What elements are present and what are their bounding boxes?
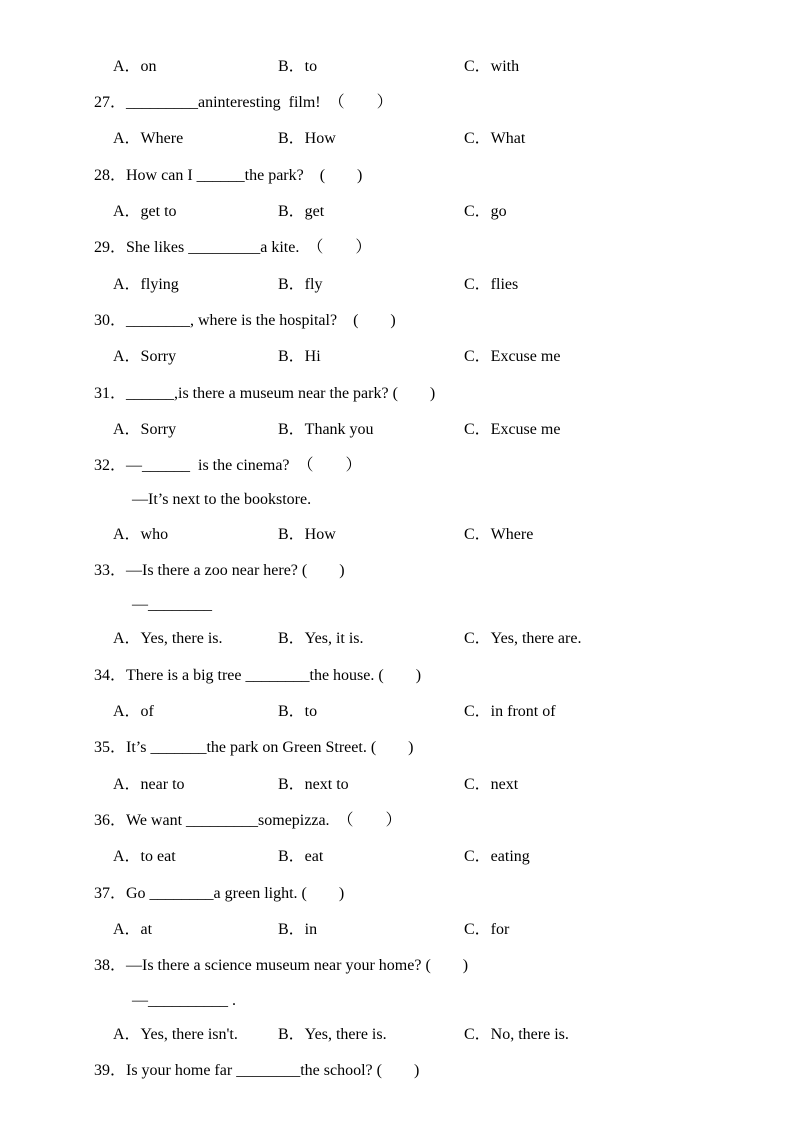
q32-stem: 32．—______ is the cinema? （ ） xyxy=(94,457,362,474)
q35-option-c: C．next xyxy=(464,776,519,793)
q34-stem: 34．There is a big tree ________the house. ( ) xyxy=(94,667,422,684)
q34-option-b: B．to xyxy=(278,703,318,720)
q30-stem: 30．________, where is the hospital? ( ) xyxy=(94,312,396,329)
q37-option-a: A．at xyxy=(113,921,153,938)
q30-option-a: A．Sorry xyxy=(113,348,177,365)
q27-option-b: B．How xyxy=(278,130,336,147)
q35-option-a: A．near to xyxy=(113,776,185,793)
q32-option-b: B．How xyxy=(278,526,336,543)
q38-answer-line: —__________ . xyxy=(132,992,236,1009)
q31-option-a: A．Sorry xyxy=(113,421,177,438)
q30-option-b: B．Hi xyxy=(278,348,321,365)
q37-option-c: C．for xyxy=(464,921,510,938)
q26-option-c: C．with xyxy=(464,58,520,75)
q29-option-b: B．fly xyxy=(278,276,323,293)
q28-stem: 28．How can I ______the park? ( ) xyxy=(94,167,363,184)
q32-option-a: A．who xyxy=(113,526,169,543)
q32-answer-line: —It’s next to the bookstore. xyxy=(132,491,312,508)
q28-option-a: A．get to xyxy=(113,203,177,220)
q31-stem: 31．______,is there a museum near the park? ( ) xyxy=(94,385,436,402)
q36-option-c: C．eating xyxy=(464,848,530,865)
q29-option-c: C．flies xyxy=(464,276,519,293)
q29-stem: 29．She likes _________a kite. （ ） xyxy=(94,239,372,256)
q38-option-b: B．Yes, there is. xyxy=(278,1026,387,1043)
q27-option-a: A．Where xyxy=(113,130,184,147)
q26-option-a: A．on xyxy=(113,58,157,75)
q36-stem: 36．We want _________somepizza. （ ） xyxy=(94,812,402,829)
q26-option-b: B．to xyxy=(278,58,318,75)
q33-stem: 33．—Is there a zoo near here? ( ) xyxy=(94,562,345,579)
q38-option-c: C．No, there is. xyxy=(464,1026,569,1043)
q31-option-b: B．Thank you xyxy=(278,421,374,438)
q32-option-c: C．Where xyxy=(464,526,534,543)
q35-stem: 35．It’s _______the park on Green Street. ( ) xyxy=(94,739,414,756)
q39-stem: 39．Is your home far ________the school? ( ) xyxy=(94,1062,420,1079)
q37-stem: 37．Go ________a green light. ( ) xyxy=(94,885,345,902)
q36-option-a: A．to eat xyxy=(113,848,176,865)
q34-option-a: A．of xyxy=(113,703,154,720)
q27-option-c: C．What xyxy=(464,130,526,147)
q35-option-b: B．next to xyxy=(278,776,349,793)
q28-option-b: B．get xyxy=(278,203,325,220)
q37-option-b: B．in xyxy=(278,921,318,938)
q36-option-b: B．eat xyxy=(278,848,324,865)
q38-option-a: A．Yes, there isn't. xyxy=(113,1026,238,1043)
q33-option-c: C．Yes, there are. xyxy=(464,630,582,647)
q30-option-c: C．Excuse me xyxy=(464,348,561,365)
q27-stem: 27．_________aninteresting film! （ ） xyxy=(94,94,393,111)
q33-option-b: B．Yes, it is. xyxy=(278,630,364,647)
q34-option-c: C．in front of xyxy=(464,703,556,720)
q33-option-a: A．Yes, there is. xyxy=(113,630,223,647)
q28-option-c: C．go xyxy=(464,203,507,220)
q31-option-c: C．Excuse me xyxy=(464,421,561,438)
q38-stem: 38．—Is there a science museum near your home? ( ) xyxy=(94,957,469,974)
q29-option-a: A．flying xyxy=(113,276,179,293)
q33-answer-line: —________ xyxy=(132,596,212,613)
